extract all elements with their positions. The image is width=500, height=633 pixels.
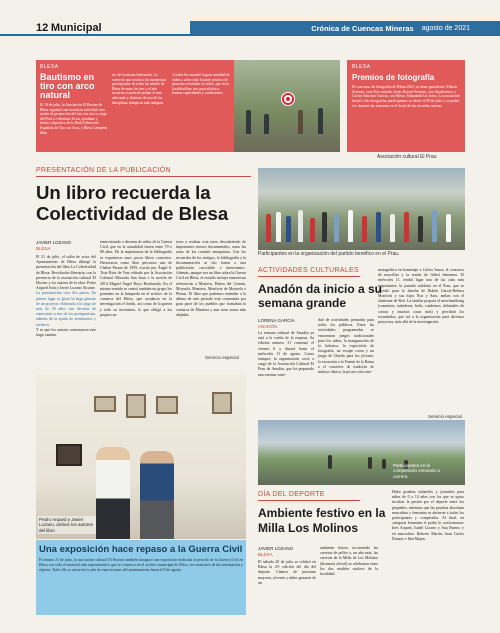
section-label: DÍA DEL DEPORTE [258,491,325,498]
target-image [281,92,295,106]
photo-caption: Pedro Arqued y Javier Lozano, ambos los autores del libro [38,516,96,535]
article-column: La semana cultural de Anadón ya está a la vuelta de la esquina. Su edición número 31 comenzó el viernes 6 y durará hasta el miércoles 11 de agosto. Como siempre, la organización corre a cargo de la Asociación Cultural El Prau de Anadón, que ha preparado una extensa varie- [258,331,314,377]
author: JAVIER LOZANO [258,546,294,551]
byline [258,318,295,330]
photo-caption: Participantes en la competición entrando a carrera. [393,462,440,479]
brief-text: no, de la misma federación. La convivió que reunió a los numerosos participantes de todas las edades de Blesa de entre los tres y el año tuvieron ocasión de probar el arco adecuado y disfrutar de una de las disciplinas olímpicas más antiguas. [112,73,167,105]
brief-archery [36,60,234,152]
photo-caption: Participantes en la organización del partido benéfico en el Prau. [258,251,400,257]
brief-title: Premios de fotografía [352,73,435,82]
brief-text: A todos les encantó la gran cantidad de vídeos, sobre todo la parte práctica de personas retratadas en vídeo, que en la localidad hay tres gran afición y buenas capacidades y condiciones. [172,73,230,96]
group-photo [258,168,465,250]
brief-title: Bautismo en tiro con arco natural [40,72,95,100]
archery-photo [234,60,340,152]
article-column: tores a realizar esta tarea descubriendo de importantes tesoros documentales, como las actas de los comités anarquistas. Con los recuerdos de los testigos, la bibliografía y la documentación se dio forma a una publicación «accesible e interesante». Además, aunque sea un libro sobre la Guerra Civil en Blesa, el estudio incluye numerosas referencias a Moneva, Huesa del Común, Moyuela, Muniesa, Monforte de Moyuela o Plenas. El libro que podemos entender a la última de este periodo está comentada por gran parte de los pueblos que formaban la comarca de Muniesa y aun otras zonas más alejadas. [176,240,247,317]
byline [36,240,71,252]
section-label: PRESENTACIÓN DE LA PUBLICACIÓN [36,167,171,174]
sidebar-text: El mismo 21 de julio, la asociación cultural El Hocino también inauguró una exposición dedicada al periodo de la Guerra Civil en Blesa con todo el material más representativo que se conserva en el archivo municipal de Blesa, en cuestiones de documentación y objetos. Todo ello se asiste en la sala de exposiciones del ayuntamiento hasta el 8 de agosto. [39,558,243,572]
byline [258,546,293,558]
brief-text: El 10 de julio, la Asociación El Hocino de Blesa organizó una novedosa actividad: una sesión de promoción del tiro con arco a cargo del Pont La Martinet Tovar, ayudante y técnico deportivo de la Real Federación Española de Tiro con Arco, y Blesa Campeón Mun [40,103,108,135]
article-column: ambiente festivo recorriendo las carreras de pollos y, un año más, las carreras de la Milla de Los Molinos (distancia oficial) se celebraron entre los dos estables núcleos de la localidad. [320,546,378,577]
publication-bar [190,21,500,35]
page-header [0,22,500,36]
brief-text: El concurso de fotografía de Blesa 2021 ya tiene ganadores: Pilarín Serrano, con Otro mirada; Jesús Bayod Serrano, con Atardeceres y Carlos Sánchez García, con Blesa. Sibarando las fotos. La asociación invitó a las fotografías participantes se abrió el 30 de julio y se podrá ver durante las semanas en el local de las escuelas nuevas. [352,85,460,108]
page-number: 12 [36,22,49,34]
sidebar-exhibition [36,540,246,615]
brief-photo-contest [347,60,465,152]
article-column: Hubo pruebas infantiles y juveniles para niños de 0 a 14 años con los que se quiso inculcar la pasión por el deporte entre los pequeños, mientras que las pruebas absolutas masculina y femenina se abrieron a todos los participantes y competidos. Al final, en categoría femenina el podio lo conformaron: Inés Arqued, Isabel Lizarro y Ana Bueno; y en masculino: Roberto Martín, Juan Carlos Dunzey e Iñaí Majan. [392,490,464,541]
headline: Anadón da inicio a su semana grande [258,282,383,310]
section-name: Municipal [50,22,102,34]
section-label: ACTIVIDADES CULTURALES [258,267,359,274]
dateline-city: BLESA [36,246,51,251]
article-column: El 21 de julio, el salón de actos del Ayuntamiento de Blesa albergó la presentación del libro La Colectividad de Blesa: Revolución libertaria, con la presencia de la asociación cultural El Hocino y los autores de la obra: Pedro Arqued Asín y Javier Lozano Alcaine. La presentación tuvo dos partes. En primer lugar se glosó la larga génesis de un proyecto elaborado a lo largo de más de 20 años con decenas de entrevistas a tres de los protagonistas, además de la ayuda de testimonios y archivos. Y es que los autores comenzaron este largo camino [36,255,96,338]
photo-credit: Asociación cultural El Prau [377,154,437,160]
author: LORENA GARCÍA [258,318,295,323]
publication-name: Crónica de Cuencas Mineras [311,23,414,33]
article-column: El sábado 20 de julio se celebró en Blesa la 23ª edición del día del deporte. Cientos de personas mayores, jóvenes y niños gozaron de un [258,560,316,585]
author: JAVIER LOZANO [36,240,72,245]
article-column: dad de actividades pensadas para todos los públicos. Entre las actividades programadas se encuentran juegos tradicionales para los niños, la inauguración de la ludoteca, la exposición de fotografía, un escape room y un juego de Cluedo para los jóvenes, la excursión a la Fuente de la Reina o el concierto de tradición de música clásica, la proyección cine- [318,318,374,375]
headline: Un libro recuerda la Colectividad de Blesa [36,182,229,224]
headline: Ambiente festivo en la Milla Los Molinos [258,506,386,535]
article-column: entrevistando a decenas de niños de la Guerra Civil, que en la actualidad tienen entre 70 o 80 años. De la importancia de la bibliografía se expusieron unos pocos libros concretos. Destacaron como libro precursor uno de Chelen Peraza de 1959, escrito por Ángel S. Tiste Ruiz de Varo editado por la Asociación Cultural Alborada San Juan o la novela de 2014 Miguel Ángel Royo Bordonada. En el mismo sentido se centró también un grupo los ponentes en la búsqueda en el archivo de la comarca del Blesa, que ayudaron en la investigación el fondo, así como de la guerra y todo su inventario, lo que obligó a los propios au- [100,240,172,317]
dateline-city: ANADÓN [258,324,278,329]
brief-kicker: BLESA [40,64,59,70]
brief-kicker: BLESA [352,64,371,70]
race-photo [258,420,465,485]
dateline-city: BLESA [258,552,273,557]
sidebar-title: Una exposición hace repaso a la Guerra Civil [39,544,243,555]
article-column: matográfica en homenaje a Carlos Saura, el concurso de morcillas y la sesión de fútbol femenina. El miércoles 11, tendrá lugar una de las citas más importantes: la jornada solidaria en el Prau, que se decidió para la familia de Rubén García-Rebeca Monforti y sus hijos Noa y Sara, ambas con el síndrome de Rett. La familia prepará el merchandising (camisetas, sudaderas, bolis, cuadernos, delantales de cocina y muchas cosas más) y percibirá los recaudados, que irá a la organización para diversos proyectos, más allá de la investigación. [378,268,464,325]
authors-photo [36,374,246,539]
edition-date: agosto de 2021 [421,24,470,32]
photo-credit: Servicio especial [205,355,239,360]
photo-credit: Servicio especial [428,414,462,419]
